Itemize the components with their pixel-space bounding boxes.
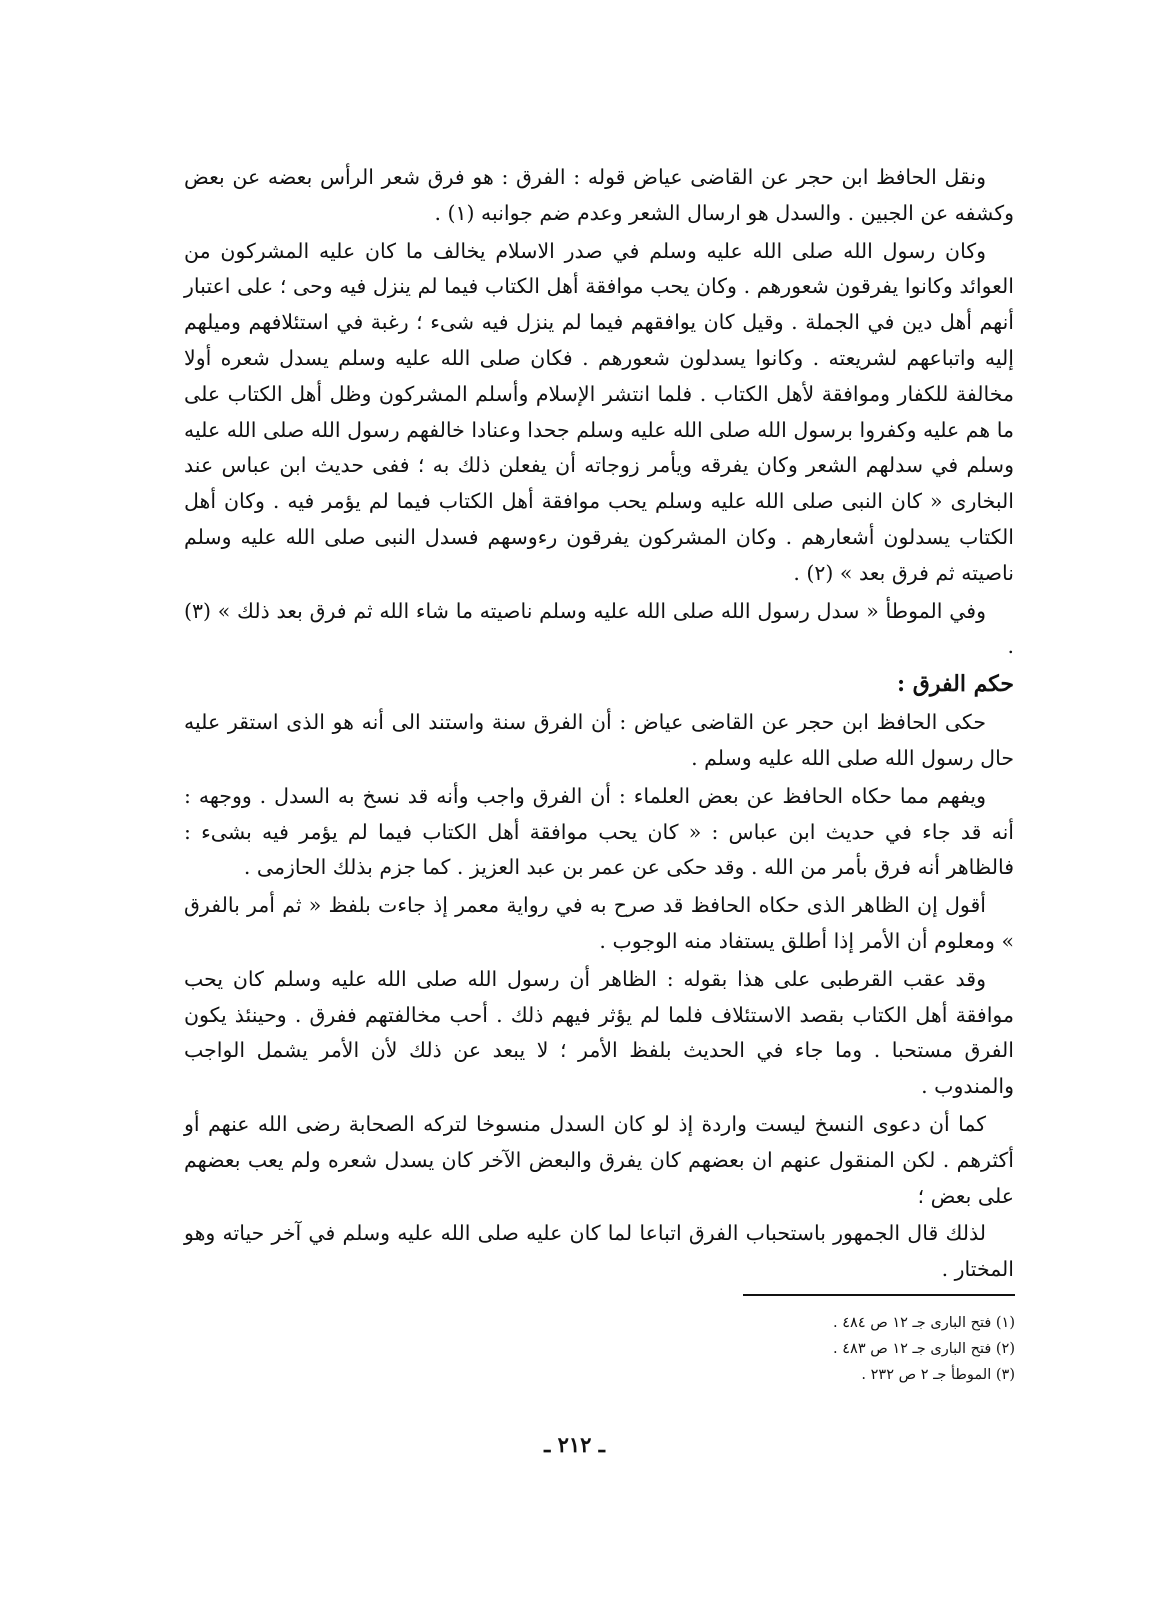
paragraph: وكان رسول الله صلى الله عليه وسلم في صدر الاسلام يخالف ما كان عليه المشركون من العوائد وكانوا يفرقون شعورهم . وكان يحب موافقة أهل الكتاب فيما لم ينزل فيه وحى ؛ على اعتبار أنهم أهل دين في الجملة . وقيل كان يوافقهم فيما لم ينزل فيه شىء ؛ رغبة في استئلافهم وميلهم إليه واتباعهم لشريعته . وكانوا يسدلون شعورهم . فكان صلى الله عليه وسلم يسدل شعره أولا مخالفة للكفار وموافقة لأهل الكتاب . فلما انتشر الإسلام وأسلم المشركون وظل أهل الكتاب على ما هم عليه وكفروا برسول الله صلى الله عليه وسلم جحدا وعنادا خالفهم رسول الله صلى الله عليه وسلم في سدلهم الشعر وكان يفرقه ويأمر زوجاته أن يفعلن ذلك به ؛ ففى حديث ابن عباس عند البخارى « كان النبى صلى الله عليه وسلم يحب موافقة أهل الكتاب فيما لم يؤمر فيه . وكان أهل الكتاب يسدلون أشعارهم . وكان المشركون يفرقون رءوسهم فسدل النبى صلى الله عليه وسلم ناصيته ثم فرق بعد » (٢) . <box>184 238 1014 585</box>
paragraph: لذلك قال الجمهور باستحباب الفرق اتباعا لما كان عليه صلى الله عليه وسلم في آخر حياته وهو المختار . <box>184 1221 1014 1282</box>
footnotes <box>700 1310 1015 1388</box>
paragraph: حكى الحافظ ابن حجر عن القاضى عياض : أن الفرق سنة واستند الى أنه هو الذى استقر عليه حال رسول الله صلى الله عليه وسلم . <box>184 710 1014 770</box>
footnote: (١) فتح البارى جـ ١٢ ص ٤٨٤ . <box>833 1315 1015 1331</box>
paragraph: وفي الموطأ « سدل رسول الله صلى الله عليه وسلم ناصيته ما شاء الله ثم فرق بعد ذلك » (٣) . <box>184 598 1014 659</box>
footnote-divider <box>743 1294 1015 1296</box>
paragraph: وقد عقب القرطبى على هذا بقوله : الظاهر أن رسول الله صلى الله عليه وسلم كان يحب موافقة أهل الكتاب بقصد الاستئلاف فلما لم يؤثر فيهم ذلك . أحب مخالفتهم ففرق . وحينئذ يكون الفرق مستحبا . وما جاء في الحديث بلفظ الأمر ؛ لا يبعد عن ذلك لأن الأمر يشمل الواجب والمندوب . <box>184 966 1014 1099</box>
paragraph: كما أن دعوى النسخ ليست واردة إذ لو كان السدل منسوخا لتركه الصحابة رضى الله عنهم أو أكثرهم . لكن المنقول عنهم ان بعضهم كان يفرق والبعض الآخر كان يسدل شعره ولم يعب بعضهم على بعض ؛ <box>184 1111 1014 1208</box>
paragraph: ونقل الحافظ ابن حجر عن القاضى عياض قوله : الفرق : هو فرق شعر الرأس بعضه عن بعض وكشفه عن الجبين . والسدل هو ارسال الشعر وعدم ضم جوانبه (١) . <box>184 165 1014 225</box>
main-text <box>184 160 1014 1290</box>
page-number: ـ ٢١٢ ـ <box>544 1432 605 1457</box>
paragraph: أقول إن الظاهر الذى حكاه الحافظ قد صرح به في رواية معمر إذ جاءت بلفظ « ثم أمر بالفرق » ومعلوم أن الأمر إذا أطلق يستفاد منه الوجوب . <box>184 893 1014 953</box>
footnote: (٢) فتح البارى جـ ١٢ ص ٤٨٣ . <box>833 1341 1015 1357</box>
footnote: (٣) الموطأ جـ ٢ ص ٢٣٢ . <box>861 1367 1015 1383</box>
paragraph: ويفهم مما حكاه الحافظ عن بعض العلماء : أن الفرق واجب وأنه قد نسخ به السدل . ووجهه : أنه قد جاء في حديث ابن عباس : « كان يحب موافقة أهل الكتاب فيما لم يؤمر فيه بشىء : فالظاهر أنه فرق بأمر من الله . وقد حكى عن عمر بن عبد العزيز . كما جزم بذلك الحازمى . <box>184 783 1014 880</box>
section-heading: حكم الفرق : <box>897 671 1014 698</box>
